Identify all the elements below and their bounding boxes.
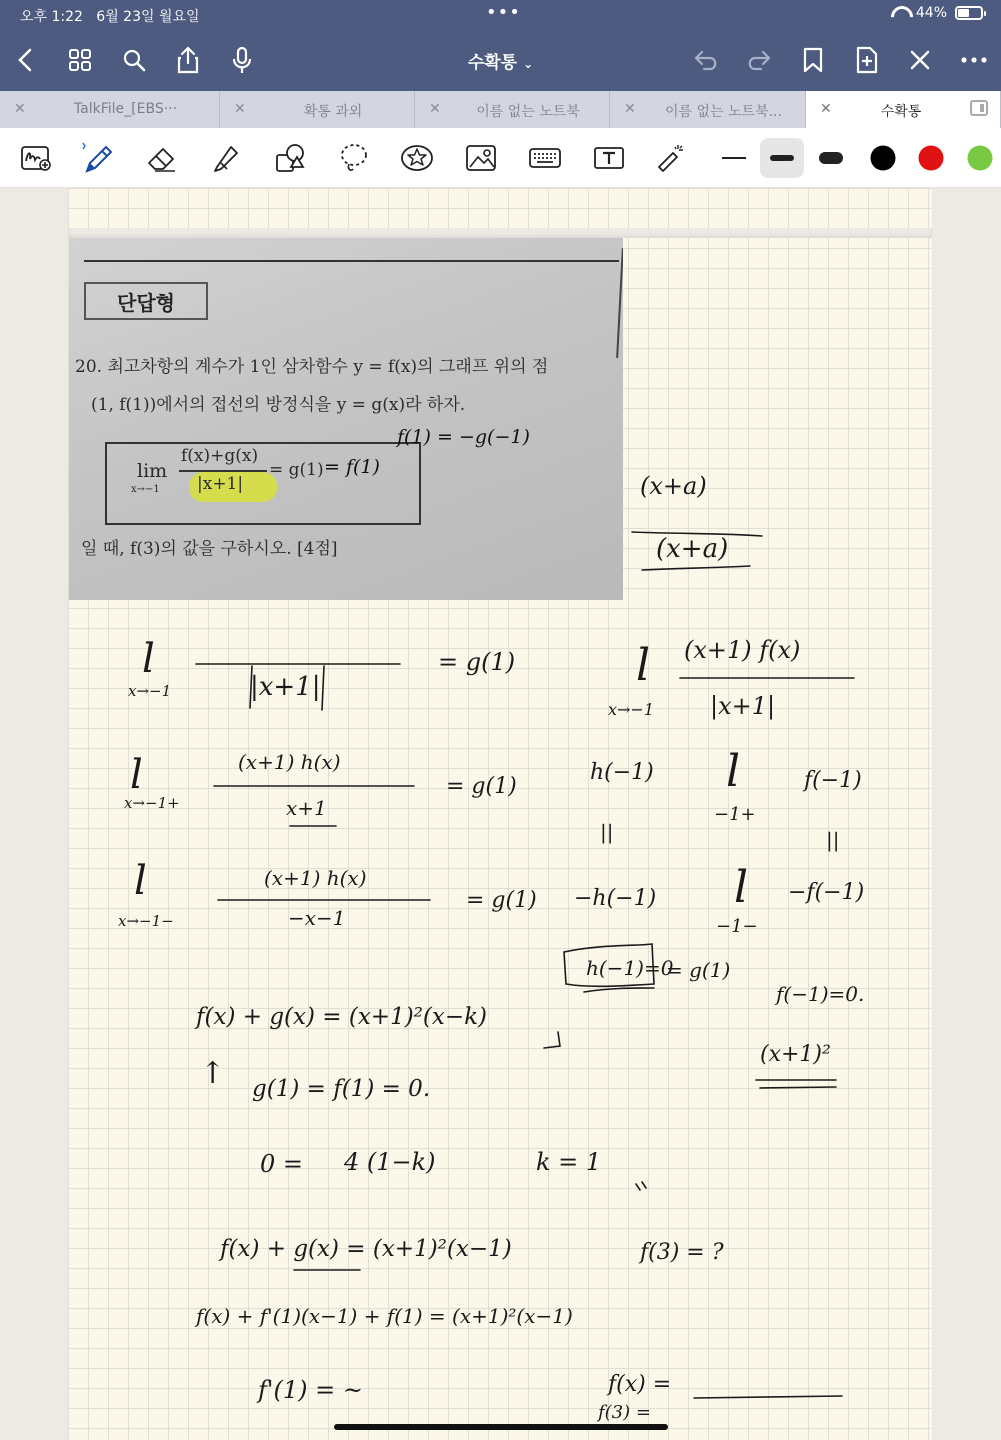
drawing-toolbar [0,128,1001,188]
problem-line-1: 20. 최고차항의 계수가 1인 삼차함수 y = f(x)의 그래프 위의 점 [75,357,549,377]
note-sub-1: x→−1 [128,682,172,700]
note-line-1: f(x) + g(x) = (x+1)²(x−k) [196,1004,488,1030]
note-lim-2: l [636,640,651,691]
note-den-1: |x+1| [250,672,321,702]
note-sub-6: −1− [716,916,758,937]
note-eq-1: = g(1) [438,648,516,676]
laser-pointer-icon[interactable] [650,138,690,178]
note-line-6c: f(3) = [598,1402,651,1423]
note-sub-4: −1+ [714,804,756,825]
fraction-denominator: |x+1| [197,474,244,494]
note-side-1: (x+a) [640,472,707,500]
problem-image[interactable] [69,238,623,600]
home-indicator[interactable] [334,1424,668,1430]
stroke-medium-button[interactable] [760,138,804,178]
note-line-2: g(1) = f(1) = 0. [252,1076,431,1102]
nav-bar [0,36,1001,86]
shapes-icon[interactable] [270,138,310,178]
color-green-button[interactable] [958,138,1001,178]
note-h-3: h(−1) [590,760,654,785]
note-eq-f: || [826,828,840,852]
note-lim-3: l [130,752,143,798]
add-page-icon[interactable] [851,44,883,76]
note-f-3: f(−1) [804,768,862,793]
note-f-minus1: f(−1)=0. [776,982,865,1006]
note-line-5: f(x) + f'(1)(x−1) + f(1) = (x+1)²(x−1) [196,1304,573,1328]
note-lim-1: l [142,636,155,682]
note-num-3: (x+1) h(x) [238,750,341,774]
note-f-5: −f(−1) [788,880,865,905]
close-icon[interactable]: ✕ [14,101,26,117]
scribble-icon[interactable] [16,138,56,178]
status-bar [0,0,1001,30]
status-time: 오후 1:22 6월 23일 월요일 [20,9,200,25]
document-title[interactable]: 수확통 ⌄ [467,53,534,73]
fraction-numerator: f(x)+g(x) [181,446,259,466]
page-break [68,228,932,238]
sticker-icon[interactable] [397,138,437,178]
bookmark-icon[interactable] [797,44,829,76]
multitask-dots[interactable]: ••• [486,2,521,23]
note-sub-2: x→−1 [608,700,655,719]
note-line-3b: 4 (1−k) [344,1148,436,1176]
close-pen-icon[interactable] [904,44,936,76]
note-lim-5: l [134,858,147,904]
problem-line-2: (1, f(1))에서의 접선의 방정식을 y = g(x)라 하자. [91,395,466,415]
tab-bar [0,91,1001,128]
split-view-icon[interactable] [970,100,988,116]
note-den-5: −x−1 [288,906,346,930]
top-bar [0,0,1001,91]
note-line-3c: k = 1 [536,1148,602,1176]
section-label: 단답형 [84,282,208,320]
note-line-4a: f(x) + g(x) = (x+1)²(x−1) [220,1236,512,1262]
close-icon[interactable]: ✕ [820,101,832,117]
note-line-3a: 0 = [260,1150,304,1178]
battery-percent: 44% [915,5,947,21]
undo-icon[interactable] [690,44,722,76]
note-lim-4: l [726,746,741,797]
stroke-thin-button[interactable] [712,138,756,178]
stroke-thick-button[interactable] [809,138,853,178]
note-line-6a: f'(1) = ~ [258,1376,363,1404]
color-black-button[interactable] [861,138,905,178]
color-red-button[interactable] [909,138,953,178]
image-icon[interactable] [461,138,501,178]
lim-label: lim [137,460,168,482]
lim-subscript: x→−1 [131,484,160,495]
note-num-5: (x+1) h(x) [264,866,367,890]
note-boxed-eq: = g(1) [666,958,731,982]
tab-untitled-1[interactable]: ✕ 이름 없는 노트북 [415,91,610,128]
note-eq-h: || [600,820,614,844]
tab-tutoring[interactable]: ✕ 확통 과외 [220,91,415,128]
keyboard-icon[interactable] [525,138,565,178]
highlighter-icon[interactable] [206,138,246,178]
note-sub-3: x→−1+ [124,794,180,812]
problem-line-3: 일 때, f(3)의 값을 구하시오. [4점] [81,539,338,559]
note-eq-3: = g(1) [446,774,517,799]
note-h-5: −h(−1) [574,886,657,911]
close-icon[interactable]: ✕ [429,101,441,117]
more-icon[interactable] [958,44,990,76]
tab-talkfile[interactable]: ✕ TalkFile_[EBS··· [0,91,220,128]
eraser-icon[interactable] [142,138,182,178]
handwritten-note-1: = f(1) [324,456,380,478]
limit-equals: = g(1) [269,460,324,480]
note-eq-5: = g(1) [466,888,537,913]
note-boxed: h(−1)=0 [586,956,674,980]
note-num-2: (x+1) f(x) [684,636,801,664]
pen-icon[interactable] [78,138,118,178]
close-icon[interactable]: ✕ [234,101,246,117]
battery-icon [955,6,983,20]
note-lim-6: l [734,862,749,913]
note-arrow: ↑ [200,1056,226,1091]
chevron-down-icon: ⌄ [523,57,534,71]
handwritten-note-2: f(1) = −g(−1) [397,426,530,448]
note-den-3: x+1 [286,796,327,820]
note-line-6b: f(x) = [608,1372,672,1397]
lasso-icon[interactable] [334,138,374,178]
tab-current[interactable]: ✕ 수확통 [806,91,1001,128]
tab-untitled-2[interactable]: ✕ 이름 없는 노트북... [610,91,806,128]
note-sub-5: x→−1− [118,912,174,930]
note-line-4b: f(3) = ? [640,1240,724,1265]
close-icon[interactable]: ✕ [624,101,636,117]
wifi-icon [890,6,908,20]
textbox-icon[interactable] [589,138,629,178]
note-side-2: (x+a) [656,534,729,564]
note-den-2: |x+1| [710,692,776,720]
note-square: (x+1)² [760,1042,831,1067]
redo-icon[interactable] [743,44,775,76]
